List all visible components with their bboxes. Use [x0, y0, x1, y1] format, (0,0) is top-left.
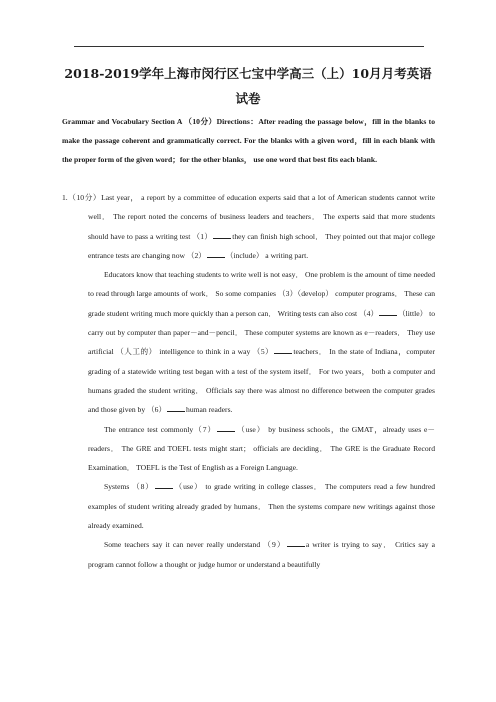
question-paragraph-2 — [62, 265, 435, 419]
paragraph-text: Some teachers say it can never really understand （9） — [104, 540, 286, 550]
paragraph-text: a writer is trying to say． Critics say a program cannot follow a thought or judge humor or understand a beautifully — [88, 540, 435, 569]
answer-blank-7 — [217, 423, 235, 432]
paragraph-text: （use） to grade writing in college classes． The computers read a few hundred examples of student writing already graded by humans． Then the systems compare new writings against those already examined. — [88, 482, 435, 531]
header-rule — [74, 46, 424, 47]
paragraph-text: teachers． In the state of Indiana，computer grading of a statewide writing test began with a test of the system itself． For two years， both a computer and humans graded the student writing． Officials say there was almost no difference between the computer grades and those given by （6） — [88, 347, 436, 415]
page-title: 2018-2019学年上海市闵行区七宝中学高三（上）10月月考英语 — [64, 66, 432, 81]
paragraph-text: human readers. — [186, 405, 233, 415]
answer-blank-9 — [287, 538, 305, 547]
question-paragraph-3 — [62, 420, 435, 478]
question-score: （10分） — [67, 193, 102, 202]
paragraph-text: they can finish high school． They pointed out that major college entrance tests are changing now （2） — [88, 231, 435, 260]
paragraph-text: Educators know that teaching students to write well is not easy． One problem is the amount of time needed to read through large amounts of work． So some companies （3）（develop） computer programs． These can grade student writing much more quickly than a person can． Writing tests can also cost （4） — [88, 270, 435, 318]
paragraph-text: The entrance test commonly（7） — [104, 424, 217, 434]
question-body — [62, 188, 435, 574]
question-paragraph-4 — [62, 477, 435, 535]
answer-blank-5 — [274, 345, 292, 354]
page-title-continued: 试卷 — [235, 91, 261, 106]
paragraph-text: （use） by business schools，the GMAT，already uses e－readers． The GRE and TOEFL tests might start； officials are deciding． The GRE is the Graduate Record Examination． TOEFL is the Test of English as a Foreign Language. — [88, 424, 435, 473]
paragraph-text: （include） a writing part. — [225, 250, 309, 260]
section-instructions: Grammar and Vocabulary Section A （10分）Directions：After reading the passage below，fill in the blanks to make the passage coherent and grammatically correct. For the blanks with a given word，fill in each blank with the proper form of the given word；for the other blanks， use one word that best fits each blank. — [62, 117, 435, 165]
answer-blank-2 — [207, 249, 225, 258]
answer-blank-1 — [213, 230, 231, 239]
paragraph-text: Systems （8） — [104, 482, 154, 492]
answer-blank-4 — [379, 307, 397, 316]
question-paragraph-1 — [62, 188, 435, 265]
question-number: 1. — [62, 193, 68, 202]
paragraph-text: Last year， a report by a committee of education experts said that a lot of American students cannot write well． The report noted the concerns of business leaders and teachers． The experts said that more students should have to pass a writing test （1） — [88, 193, 436, 241]
answer-blank-8 — [155, 480, 173, 489]
question-paragraph-5 — [62, 535, 435, 574]
answer-blank-6 — [167, 403, 185, 412]
paragraph-text: （little） to carry out by computer than paper－and－pencil． These computer systems are known as e－readers． They use artificial （人工的） intelligence to think in a way （5） — [88, 308, 435, 357]
